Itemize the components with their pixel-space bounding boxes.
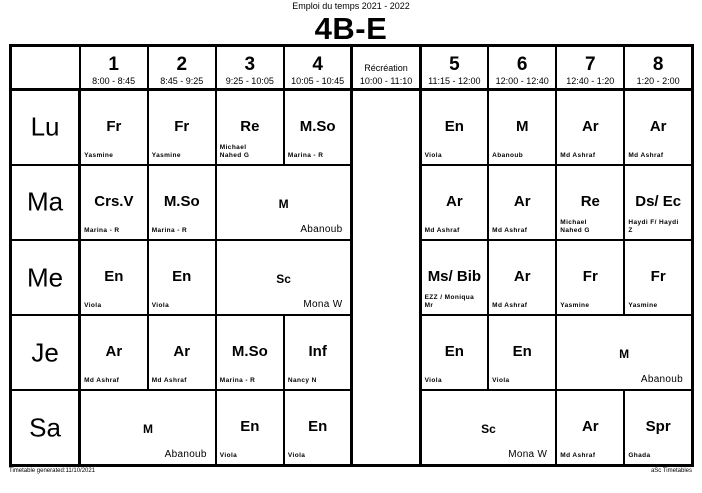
break-column [352,90,420,466]
break-header: Récréation 10:00 - 11:10 [352,46,420,90]
lesson-cell-double[interactable]: M Abanoub [216,165,352,240]
period-header-7: 7 12:40 - 1:20 [556,46,624,90]
day-row-me [11,240,693,315]
timetable-subtitle: Emploi du temps 2021 - 2022 [292,1,410,11]
period-header-row [11,46,693,90]
lesson-cell[interactable]: Ar Md Ashraf [624,90,692,165]
day-label-cell: Me [11,240,80,315]
day-row-ma [11,165,693,240]
lesson-cell[interactable]: Fr Yasmine [80,90,148,165]
lesson-cell[interactable]: En Viola [420,315,488,390]
lesson-cell[interactable]: Crs.V Marina - R [80,165,148,240]
lesson-cell[interactable]: Ar Md Ashraf [488,165,556,240]
lesson-cell[interactable]: Fr Yasmine [624,240,692,315]
lesson-cell-double[interactable]: M Abanoub [556,315,692,390]
lesson-cell[interactable]: Ar Md Ashraf [556,90,624,165]
lesson-cell[interactable]: En Viola [80,240,148,315]
lesson-cell[interactable]: Ds/ Ec Haydi F/ Haydi Z [624,165,692,240]
day-label-cell: Ma [11,165,80,240]
lesson-cell[interactable]: Ms/ Bib EZZ / Moniqua Mr [420,240,488,315]
period-header-3: 3 9:25 - 10:05 [216,46,284,90]
day-row-je [11,315,693,390]
lesson-cell[interactable]: Spr Ghada [624,390,692,465]
lesson-cell-double[interactable]: Sc Mona W [420,390,556,465]
lesson-cell[interactable]: M Abanoub [488,90,556,165]
period-header-6: 6 12:00 - 12:40 [488,46,556,90]
lesson-cell-double[interactable]: M Abanoub [80,390,216,465]
lesson-cell[interactable]: En Viola [284,390,352,465]
lesson-cell[interactable]: En Viola [420,90,488,165]
day-label-cell: Je [11,315,80,390]
lesson-cell[interactable]: Re Michael Nahed G [556,165,624,240]
lesson-cell[interactable]: En Viola [148,240,216,315]
lesson-cell[interactable]: Ar Md Ashraf [148,315,216,390]
day-row-lu [11,90,693,165]
lesson-cell[interactable]: En Viola [488,315,556,390]
lesson-cell[interactable]: Fr Yasmine [556,240,624,315]
period-header-5: 5 11:15 - 12:00 [420,46,488,90]
lesson-cell[interactable]: M.So Marina - R [216,315,284,390]
generated-note: Timetable generated:11/10/2021 [9,468,96,474]
period-header-8: 8 1:20 - 2:00 [624,46,692,90]
timetable-grid [9,44,694,467]
period-header-1: 1 8:00 - 8:45 [80,46,148,90]
lesson-cell[interactable]: M.So Marina - R [148,165,216,240]
lesson-cell[interactable]: Re Michael Nahed G [216,90,284,165]
day-label-cell: Sa [11,390,80,465]
day-label-cell: Lu [11,90,80,165]
lesson-cell[interactable]: Fr Yasmine [148,90,216,165]
lesson-cell[interactable]: Inf Nancy N [284,315,352,390]
lesson-cell[interactable]: M.So Marina - R [284,90,352,165]
lesson-cell[interactable]: Ar Md Ashraf [80,315,148,390]
app-credit: aSc Timetables [650,468,692,474]
period-header-4: 4 10:05 - 10:45 [284,46,352,90]
lesson-cell[interactable]: Ar Md Ashraf [488,240,556,315]
lesson-cell[interactable]: Ar Md Ashraf [420,165,488,240]
day-row-sa [11,390,693,465]
lesson-cell[interactable]: En Viola [216,390,284,465]
corner-cell [11,46,80,90]
class-title: 4B-E [314,11,388,46]
lesson-cell-double[interactable]: Sc Mona W [216,240,352,315]
lesson-cell[interactable]: Ar Md Ashraf [556,390,624,465]
period-header-2: 2 8:45 - 9:25 [148,46,216,90]
